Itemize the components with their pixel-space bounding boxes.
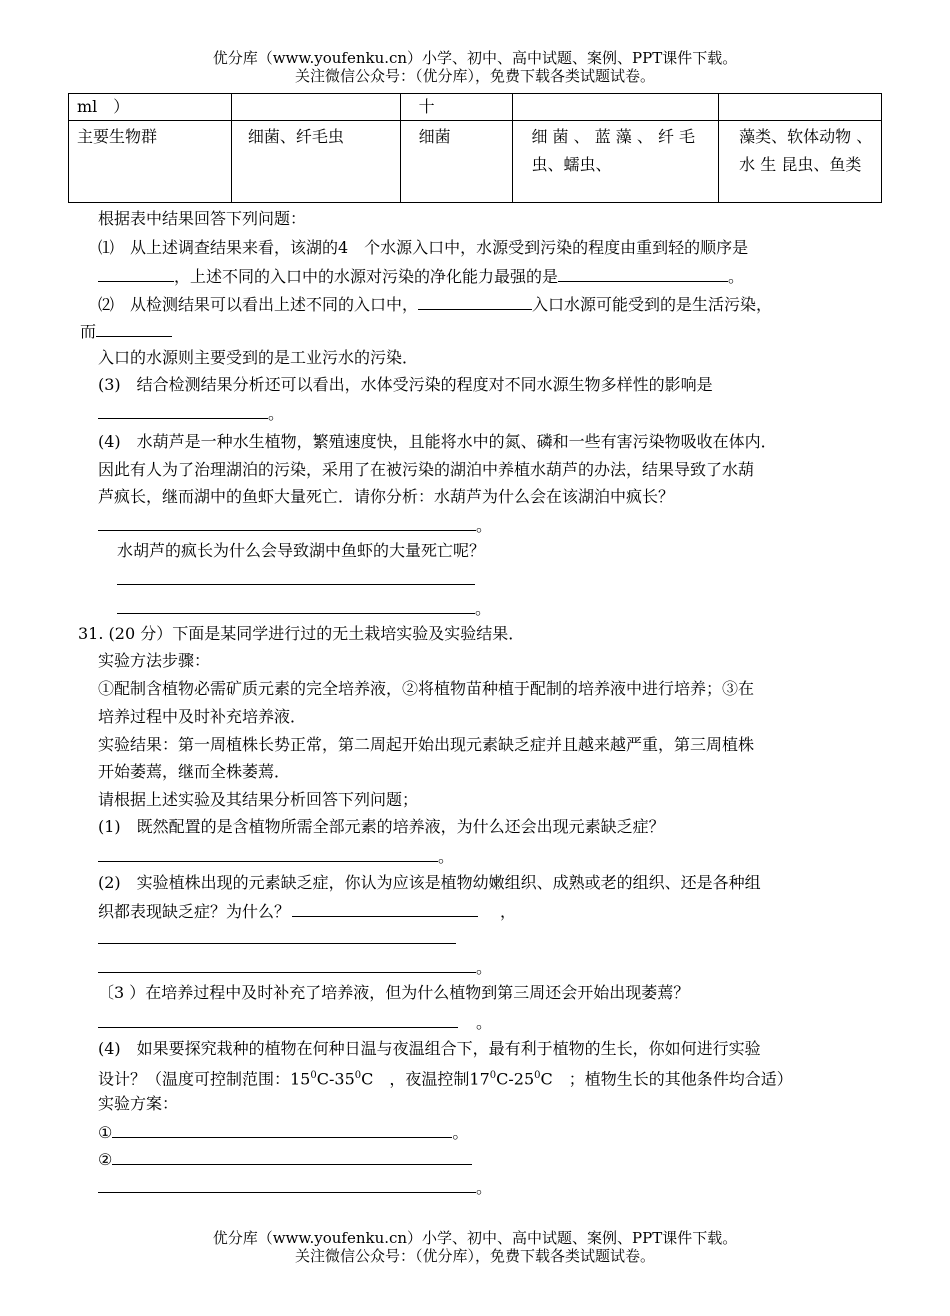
answer-line[interactable] <box>98 943 456 944</box>
q30-part1-text: ，上述不同的入口中的水源对污染的净化能力最强的是 <box>174 267 559 286</box>
answer-blank[interactable] <box>418 293 532 310</box>
q31-sub2-answer <box>98 956 492 978</box>
punctuation: 。 <box>476 958 493 977</box>
q31-sub1-answer <box>98 845 454 867</box>
circled-number: ① <box>98 1123 113 1142</box>
q30-part2-line1 <box>98 293 772 315</box>
q30-intro: 根据表中结果回答下列问题： <box>98 209 307 228</box>
punctuation: ， <box>500 902 517 921</box>
degree-sup: 0 <box>534 1070 541 1081</box>
footer-line-1: 优分库（www.youfenku.cn）小学、初中、高中试题、案例、PPT课件下载。 <box>212 1229 738 1247</box>
q30-part2-text-c: 而 <box>80 322 97 341</box>
q30-part4-line7 <box>117 597 491 619</box>
table-cell <box>231 94 400 121</box>
answer-blank[interactable] <box>98 1176 476 1193</box>
punctuation: 。 <box>476 516 493 535</box>
table-row <box>69 94 882 121</box>
table-cell: 主要生物群 <box>69 121 232 203</box>
answer-blank[interactable] <box>558 265 728 282</box>
q30-part4-line4 <box>98 514 492 536</box>
answer-blank[interactable] <box>98 265 174 282</box>
table-cell <box>719 94 882 121</box>
answer-blank[interactable] <box>98 845 438 862</box>
q31-ask: 请根据上述实验及其结果分析回答下列问题； <box>98 790 419 809</box>
q31-sub4-line1: (4) 如果要探究栽种的植物在何种日温与夜温组合下，最有利于植物的生长，你如何进行实验 <box>98 1039 761 1058</box>
header-line-1: 优分库（www.youfenku.cn）小学、初中、高中试题、案例、PPT课件下载。 <box>212 49 738 67</box>
punctuation: 。 <box>452 1123 469 1142</box>
answer-blank[interactable] <box>112 1121 452 1138</box>
q31-steps-line1: ①配制含植物必需矿质元素的完全培养液，②将植物苗种植于配制的培养液中进行培养；③在 <box>98 679 755 698</box>
q31-steps-line2: 培养过程中及时补充培养液． <box>98 707 307 726</box>
q31-steps-label: 实验方法步骤： <box>98 651 211 670</box>
circled-number: ② <box>98 1150 113 1169</box>
answer-line[interactable] <box>117 584 475 585</box>
footer-line-2: 关注微信公众号：（优分库），免费下载各类试题试卷。 <box>294 1247 655 1265</box>
q30-part2-text-b: 入口水源可能受到的是生活污染， <box>532 295 773 314</box>
header-line-2: 关注微信公众号：（优分库），免费下载各类试题试卷。 <box>294 67 655 85</box>
degree-sup: 0 <box>310 1070 317 1081</box>
q31-sub2-line1: (2) 实验植株出现的元素缺乏症，你认为应该是植物幼嫩组织、成熟或老的组织、还是各种组 <box>98 873 761 892</box>
answer-blank[interactable] <box>112 1148 472 1165</box>
survey-table <box>68 93 882 203</box>
answer-blank[interactable] <box>98 1011 458 1028</box>
q31-sub4-line2 <box>98 1066 793 1089</box>
q31-sub4-text: C-35 <box>316 1069 355 1089</box>
q31-sub4-text: C-25 <box>496 1069 535 1089</box>
q30-part2-text: ⑵ 从检测结果可以看出上述不同的入口中， <box>98 295 419 314</box>
q30-part2-line3: 入口的水源则主要受到的是工业污水的污染． <box>98 348 419 367</box>
q31-result-line2: 开始萎蔫，继而全株萎蔫． <box>98 762 291 781</box>
table-cell: 细菌、纤毛虫 <box>231 121 400 203</box>
answer-blank[interactable] <box>292 900 478 917</box>
q31-result-line1: 实验结果：第一周植株长势正常，第二周起开始出现元素缺乏症并且越来越严重，第三周植株 <box>98 735 755 754</box>
q31-sub3-answer <box>98 1011 492 1033</box>
page-footer <box>0 1229 950 1265</box>
q31-title: 31. (20 分）下面是某同学进行过的无土栽培实验及实验结果． <box>78 624 525 643</box>
answer-blank[interactable] <box>96 320 172 337</box>
q31-sub2-line2 <box>98 900 516 922</box>
q30-part4-line2: 因此有人为了治理湖泊的污染，采用了在被污染的湖泊中养植水葫芦的办法，结果导致了水葫 <box>98 460 755 479</box>
punctuation: 。 <box>476 1178 493 1197</box>
q30-part3-line2 <box>98 402 284 424</box>
punctuation: 。 <box>475 599 492 618</box>
punctuation: 。 <box>728 267 745 286</box>
answer-blank[interactable] <box>117 597 475 614</box>
q31-plan-label: 实验方案： <box>98 1094 179 1113</box>
answer-blank[interactable] <box>98 402 268 419</box>
table-cell: 十 <box>400 94 513 121</box>
q31-sub3: 〔3 ）在培养过程中及时补充了培养液，但为什么植物到第三周还会开始出现萎蔫？ <box>98 983 690 1002</box>
q31-plan-3 <box>98 1176 492 1198</box>
q31-sub4-text: C ，夜温控制17 <box>361 1069 490 1089</box>
table-row <box>69 121 882 203</box>
q30-part4-line5: 水胡芦的疯长为什么会导致湖中鱼虾的大量死亡呢？ <box>117 541 486 560</box>
degree-sup: 0 <box>354 1070 362 1081</box>
q30-part1-line2 <box>98 265 744 287</box>
q31-sub1: (1) 既然配置的是含植物所需全部元素的培养液，为什么还会出现元素缺乏症？ <box>98 817 665 836</box>
table-cell: ml ） <box>69 94 232 121</box>
q30-part2-line2 <box>80 320 172 342</box>
q31-sub2-text: 织都表现缺乏症？为什么？ <box>98 902 291 921</box>
table-cell: 细 菌 、 蓝 藻 、 纤 毛 虫、蠕虫、 <box>513 121 719 203</box>
q31-plan-1 <box>98 1121 468 1143</box>
punctuation: 。 <box>268 404 285 423</box>
q30-part1-line1: ⑴ 从上述调查结果来看，该湖的4 个水源入口中，水源受到污染的程度由重到轻的顺序是 <box>98 238 749 257</box>
q31-sub4-text: C ；植物生长的其他条件均合适） <box>540 1069 793 1089</box>
q31-sub4-text: 设计？（温度可控制范围：15 <box>98 1069 311 1089</box>
answer-blank[interactable] <box>98 956 476 973</box>
q30-part3-line1: (3) 结合检测结果分析还可以看出，水体受污染的程度对不同水源生物多样性的影响是 <box>98 375 713 394</box>
answer-blank[interactable] <box>98 514 476 531</box>
table-cell: 细菌 <box>400 121 513 203</box>
punctuation: 。 <box>438 847 455 866</box>
table-cell: 藻类、软体动物 、 水 生 昆虫、鱼类 <box>719 121 882 203</box>
degree-sup: 0 <box>489 1070 497 1081</box>
table-cell <box>513 94 719 121</box>
q31-plan-2 <box>98 1148 472 1170</box>
punctuation: 。 <box>476 1013 493 1032</box>
q30-part4-line3: 芦疯长，继而湖中的鱼虾大量死亡．请你分析：水葫芦为什么会在该湖泊中疯长？ <box>98 487 675 506</box>
page-header <box>0 49 950 85</box>
q30-part4-line1: (4) 水葫芦是一种水生植物，繁殖速度快，且能将水中的氮、磷和一些有害污染物吸收在体内． <box>98 432 777 451</box>
